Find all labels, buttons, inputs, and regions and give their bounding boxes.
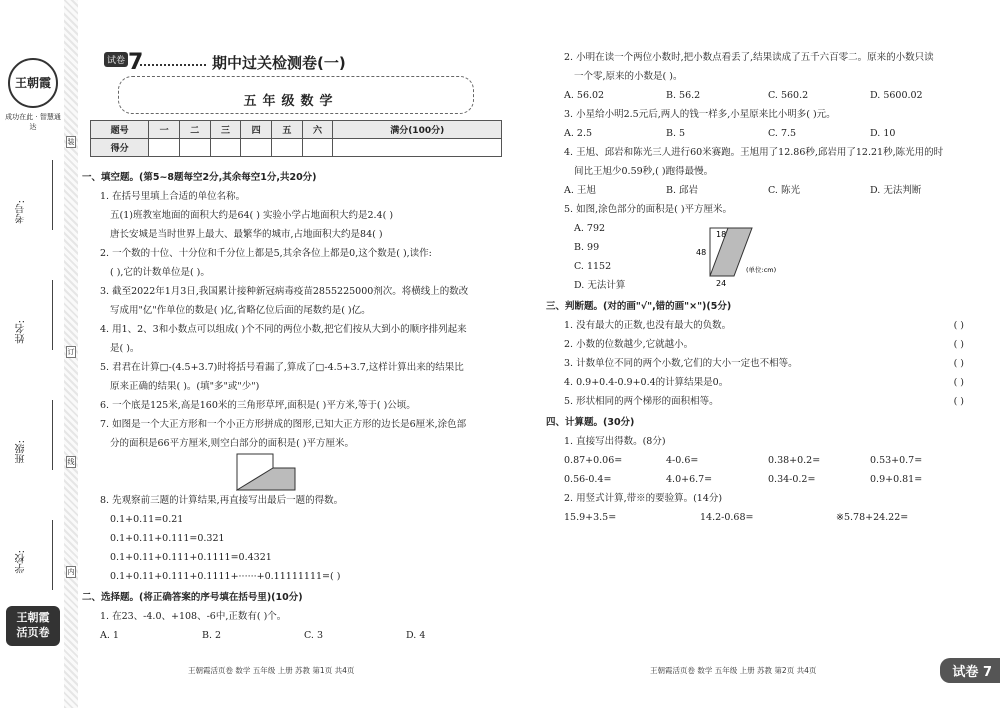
option[interactable]: A. 2.5 [564, 128, 593, 139]
judge-text: 3. 计数单位不同的两个小数,它们的大小一定也不相等。 [564, 358, 798, 369]
score-table [90, 120, 502, 157]
paper-number: 7 [128, 50, 144, 75]
calc-row [552, 470, 972, 489]
unit-note: (单位:cm) [746, 266, 777, 274]
trapezoid-figure [694, 220, 804, 294]
score-cell[interactable] [241, 139, 272, 157]
question-line[interactable]: 分的面积是66平方厘米,则空白部分的面积是( )平方厘米。 [110, 438, 355, 449]
squares-figure [236, 453, 298, 491]
pattern-line: 0.1+0.11+0.111+0.1111=0.4321 [110, 552, 272, 563]
seal-char: 线 [67, 458, 75, 466]
question: 4. 王旭、邱岩和陈光三人进行60米赛跑。王旭用了12.86秒,邱岩用了12.21秒,陈光用的时 [564, 147, 944, 158]
question: 3. 截至2022年1月3日,我国累计接种新冠病毒疫苗2855225000剂次。将横线上的数改 [100, 286, 469, 297]
judge-text: 5. 形状相同的两个梯形的面积相等。 [564, 396, 719, 407]
calc-item[interactable]: 0.87+0.06= [564, 455, 623, 466]
score-row-label: 得分 [91, 139, 149, 157]
paper-subtitle: 五年级数学 [243, 94, 339, 109]
question[interactable]: 4. 用1、2、3和小数点可以组成( )个不同的两位小数,把它们按从大到小的顺序排列起来 [100, 324, 467, 335]
judge-item [552, 316, 972, 335]
pattern-line: 0.1+0.11=0.21 [110, 514, 184, 525]
answer-options [552, 181, 972, 200]
brand-logo-text: 王朝霞 [14, 76, 51, 90]
judge-text: 1. 没有最大的正数,也没有最大的负数。 [564, 320, 732, 331]
paper-title: 期中过关检测卷(一) [212, 54, 346, 72]
score-header-cell: 六 [302, 121, 333, 139]
question-line[interactable]: 一个零,原来的小数是( )。 [574, 71, 683, 82]
question: 1. 在括号里填上合适的单位名称。 [100, 191, 246, 202]
judge-bracket[interactable]: ( ) [953, 396, 964, 407]
calc-item[interactable]: 0.56-0.4= [564, 474, 612, 485]
footer-left: 王朝霞活页卷 数学 五年级 上册 苏教 第1页 共4页 [188, 666, 355, 675]
brand-logo [8, 58, 58, 108]
judge-bracket[interactable]: ( ) [953, 358, 964, 369]
school-field-line[interactable] [52, 520, 53, 590]
trapezoid-figure-svg [694, 220, 804, 294]
answer-options [88, 626, 508, 645]
class-field-label: 班级: [16, 440, 27, 464]
option[interactable]: A. 56.02 [564, 90, 605, 101]
judge-bracket[interactable]: ( ) [953, 320, 964, 331]
section-fill-blank-title: 一、填空题。(第5~8题每空2分,其余每空1分,共20分) [82, 172, 317, 183]
option[interactable]: A. 1 [100, 630, 119, 641]
score-header-cell: 题号 [91, 121, 149, 139]
question-line[interactable]: 唐长安城是当时世界上最大、最繁华的城市,占地面积大约是84( ) [110, 229, 383, 240]
paper-tag: 试卷 [104, 52, 128, 67]
question[interactable]: 3. 小星给小明2.5元后,两人的钱一样多,小星原来比小明多( )元。 [564, 109, 836, 120]
option[interactable]: C. 560.2 [768, 90, 809, 101]
brand-badge-name: 王朝霞 [16, 611, 50, 624]
option[interactable]: C. 1152 [574, 261, 612, 272]
calc-item[interactable]: 15.9+3.5= [564, 512, 617, 523]
option[interactable]: D. 无法判断 [870, 185, 922, 196]
option[interactable]: D. 10 [870, 128, 896, 139]
option[interactable]: B. 99 [574, 242, 600, 253]
answer-options [552, 86, 972, 105]
score-header-cell: 五 [272, 121, 303, 139]
pattern-line: 0.1+0.11+0.111=0.321 [110, 533, 225, 544]
score-cell[interactable] [149, 139, 180, 157]
judge-item [552, 354, 972, 373]
label-18: 18 [716, 230, 727, 239]
option[interactable]: D. 4 [406, 630, 426, 641]
judge-item [552, 335, 972, 354]
calc-item[interactable]: 4-0.6= [666, 455, 699, 466]
question: 5. 君君在计算□-(4.5+3.7)时将括号看漏了,算成了□-4.5+3.7,这样计算出来的结果比 [100, 362, 464, 373]
question-line[interactable]: 五(1)班教室地面的面积大约是64( ) 实验小学占地面积大约是2.4( ) [110, 210, 394, 221]
calc-item[interactable]: 0.53+0.7= [870, 455, 923, 466]
judge-text: 2. 小数的位数越少,它就越小。 [564, 339, 694, 350]
judge-item [552, 392, 972, 411]
option[interactable]: B. 2 [202, 630, 222, 641]
section-calc-title: 四、计算题。(30分) [546, 417, 635, 428]
question[interactable]: 2. 一个数的十位、十分位和千分位上都是5,其余各位上都是0,这个数是( ),读作: [100, 248, 432, 259]
label-24: 24 [716, 279, 727, 288]
judge-item [552, 373, 972, 392]
calc-row [552, 451, 972, 470]
calc-item[interactable]: 14.2-0.68= [700, 512, 754, 523]
judge-text: 4. 0.9+0.4-0.9+0.4的计算结果是0。 [564, 377, 729, 388]
option[interactable]: C. 7.5 [768, 128, 797, 139]
option[interactable]: B. 5 [666, 128, 686, 139]
judge-bracket[interactable]: ( ) [953, 339, 964, 350]
question-line[interactable]: 写成用"亿"作单位的数是( )亿,省略亿位后面的尾数约是( )亿。 [110, 305, 371, 316]
calc-item[interactable]: 4.0+6.7= [666, 474, 713, 485]
paper-header [104, 42, 478, 116]
question[interactable]: 5. 如图,涂色部分的面积是( )平方厘米。 [564, 204, 733, 215]
question-line[interactable]: ( ),它的计数单位是( )。 [110, 267, 210, 278]
score-cell[interactable] [210, 139, 241, 157]
section-choice-title: 二、选择题。(将正确答案的序号填在括号里)(10分) [82, 592, 303, 603]
pattern-line[interactable]: 0.1+0.11+0.111+0.1111+······+0.11111111=( ) [110, 571, 341, 582]
calc-item[interactable]: ※5.78+24.22= [836, 512, 909, 523]
title-divider [140, 64, 206, 66]
question: 8. 先观察前三题的计算结果,再直接写出最后一题的得数。 [100, 495, 344, 506]
question-line[interactable]: 间比王旭少0.59秒,( )跑得最慢。 [574, 166, 714, 177]
option[interactable]: C. 陈光 [768, 185, 800, 196]
question-line[interactable]: 是( )。 [110, 343, 140, 354]
score-table-header-row [91, 121, 502, 139]
calc-item[interactable]: 0.9+0.81= [870, 474, 923, 485]
question-line[interactable]: 原来正确的结果( )。(填"多"或"少") [110, 381, 260, 392]
score-cell[interactable] [333, 139, 502, 157]
question: 2. 小明在读一个两位小数时,把小数点看丢了,结果读成了五千六百零二。原来的小数只读 [564, 52, 934, 63]
paper-corner-label: 试卷 7 [940, 658, 1000, 683]
section-judge-title: 三、判断题。(对的画"√",错的画"×")(5分) [546, 301, 732, 312]
option[interactable]: A. 792 [574, 223, 606, 234]
brand-badge [6, 606, 60, 646]
option[interactable]: B. 56.2 [666, 90, 701, 101]
label-48: 48 [696, 248, 707, 257]
question[interactable]: 1. 在23、-4.0、+108、-6中,正数有( )个。 [100, 611, 287, 622]
option[interactable]: C. 3 [304, 630, 324, 641]
seal-char: 装 [67, 138, 75, 146]
footer-right: 王朝霞活页卷 数学 五年级 上册 苏教 第2页 共4页 [650, 666, 817, 675]
option[interactable]: D. 无法计算 [574, 280, 626, 291]
score-cell[interactable] [302, 139, 333, 157]
brand-badge-sub: 活页卷 [16, 626, 50, 639]
question[interactable]: 6. 一个底是125米,高是160米的三角形草坪,面积是( )平方米,等于( )公顷。 [100, 400, 416, 411]
seal-char: 内 [67, 568, 75, 576]
score-header-cell: 三 [210, 121, 241, 139]
answer-options [552, 124, 972, 143]
class-field-line[interactable] [52, 400, 53, 470]
squares-figure-svg [236, 453, 298, 491]
score-cell[interactable] [272, 139, 303, 157]
exam-number-line[interactable] [52, 160, 53, 230]
question: 2. 用竖式计算,带※的要验算。(14分) [564, 493, 723, 504]
score-header-cell: 二 [179, 121, 210, 139]
calc-item[interactable]: 0.34-0.2= [768, 474, 816, 485]
score-cell[interactable] [179, 139, 210, 157]
right-column [546, 48, 972, 527]
question: 7. 如图是一个大正方形和一个小正方形拼成的图形,已知大正方形的边长是6厘米,涂色部 [100, 419, 467, 430]
score-header-cell: 满分(100分) [333, 121, 502, 139]
brand-logo-subtitle: 成功在此 · 智慧通达 [5, 113, 61, 131]
question: 1. 直接写出得数。(8分) [564, 436, 666, 447]
judge-bracket[interactable]: ( ) [953, 377, 964, 388]
school-field-label: 学校: [16, 550, 27, 574]
left-column [82, 168, 508, 645]
option[interactable]: B. 邱岩 [666, 185, 699, 196]
name-field-label: 姓名: [16, 320, 27, 344]
option[interactable]: D. 5600.02 [870, 90, 923, 101]
score-table-row [91, 139, 502, 157]
score-header-cell: 一 [149, 121, 180, 139]
option[interactable]: A. 王旭 [564, 185, 596, 196]
exam-number-label: 考号: [16, 200, 27, 224]
calc-item[interactable]: 0.38+0.2= [768, 455, 821, 466]
calc-row [552, 508, 972, 527]
name-field-line[interactable] [52, 280, 53, 350]
seal-char: 订 [67, 348, 75, 356]
score-header-cell: 四 [241, 121, 272, 139]
